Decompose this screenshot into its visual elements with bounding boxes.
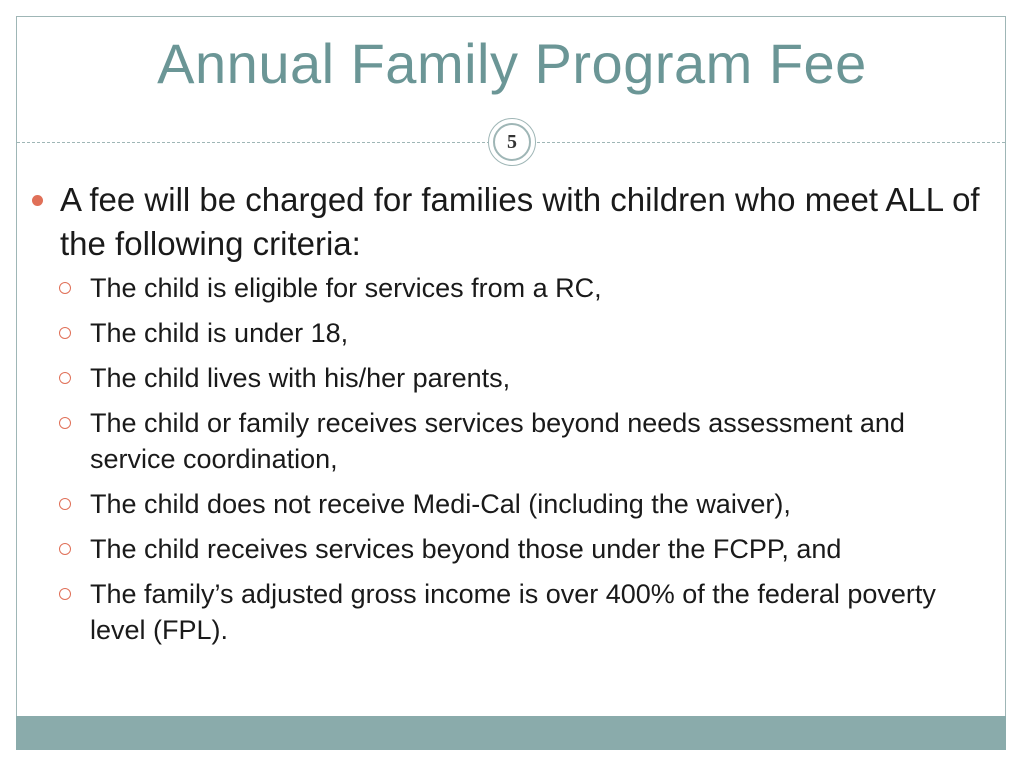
criteria-item: [30, 315, 980, 351]
footer-bar: [16, 716, 1006, 750]
main-bullet-text: A fee will be charged for families with children who meet ALL of the following criteria:: [60, 181, 980, 262]
criteria-text: The child is eligible for services from a RC,: [90, 273, 602, 303]
slide-number-badge: [488, 118, 536, 166]
criteria-item: [30, 486, 980, 522]
hollow-circle-bullet-icon: [59, 327, 71, 339]
hollow-circle-bullet-icon: [59, 588, 71, 600]
hollow-circle-bullet-icon: [59, 417, 71, 429]
hollow-circle-bullet-icon: [59, 282, 71, 294]
hollow-circle-bullet-icon: [59, 372, 71, 384]
criteria-text: The family’s adjusted gross income is over 400% of the federal poverty level (FPL).: [90, 579, 936, 645]
criteria-text: The child lives with his/her parents,: [90, 363, 511, 393]
slide-content: [30, 178, 980, 657]
slide-number: 5: [493, 123, 531, 161]
criteria-item: [30, 576, 980, 648]
hollow-circle-bullet-icon: [59, 498, 71, 510]
filled-circle-bullet-icon: [32, 195, 43, 206]
criteria-item: [30, 270, 980, 306]
slide-title: Annual Family Program Fee: [157, 32, 867, 95]
criteria-item: [30, 405, 980, 477]
main-bullet: [30, 178, 980, 266]
criteria-item: [30, 360, 980, 396]
hollow-circle-bullet-icon: [59, 543, 71, 555]
criteria-text: The child or family receives services beyond needs assessment and service coordination,: [90, 408, 905, 474]
criteria-text: The child does not receive Medi-Cal (including the waiver),: [90, 489, 791, 519]
criteria-text: The child is under 18,: [90, 318, 349, 348]
criteria-text: The child receives services beyond those under the FCPP, and: [90, 534, 842, 564]
criteria-list: [30, 270, 980, 648]
criteria-item: [30, 531, 980, 567]
